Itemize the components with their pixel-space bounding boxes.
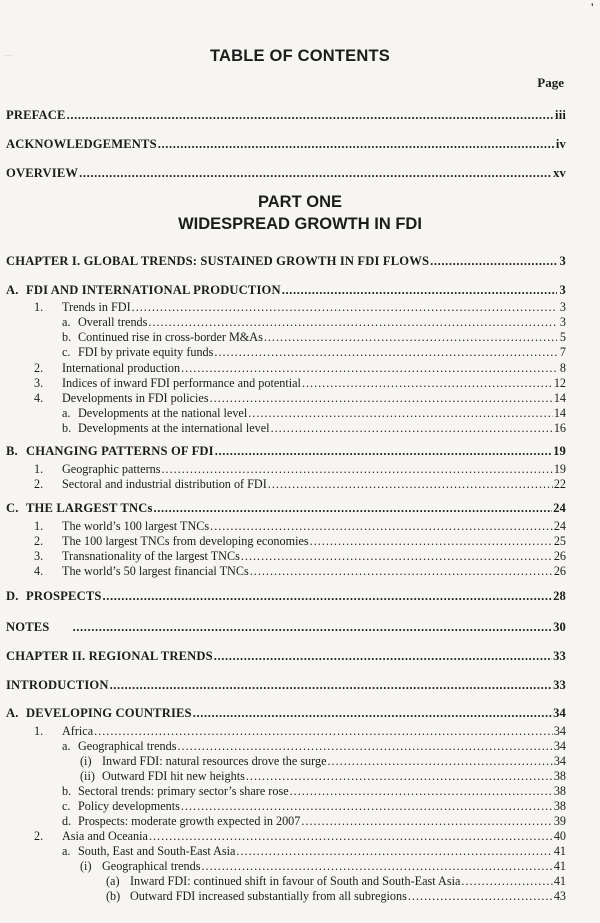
entry-label: Geographical trends bbox=[102, 859, 201, 873]
entry-page: 24 bbox=[553, 519, 566, 533]
entry-label: Inward FDI: natural resources drove the surge bbox=[102, 754, 327, 768]
entry-page: 19 bbox=[553, 444, 566, 458]
entry-label: Geographic patterns bbox=[62, 462, 161, 476]
entry-label: CHAPTER II. REGIONAL TRENDS bbox=[6, 649, 213, 663]
toc-section[interactable] bbox=[6, 283, 566, 297]
entry-number: B. bbox=[6, 444, 18, 458]
entry-label: Continued rise in cross-border M&As bbox=[78, 330, 263, 344]
dot-leader bbox=[177, 739, 552, 753]
entry-number: 1. bbox=[34, 724, 44, 738]
corner-mark: ' bbox=[590, 0, 594, 14]
entry-number: (a) bbox=[106, 874, 120, 888]
entry-number: c. bbox=[62, 345, 71, 359]
dot-leader bbox=[214, 345, 557, 359]
entry-page: 30 bbox=[553, 620, 566, 634]
toc-subsection[interactable] bbox=[34, 564, 566, 578]
entry-page: 3 bbox=[559, 315, 566, 329]
entry-number: a. bbox=[62, 406, 71, 420]
entry-label: The world’s 50 largest financial TNCs bbox=[62, 564, 249, 578]
entry-page: 34 bbox=[553, 754, 566, 768]
entry-number: 2. bbox=[34, 477, 44, 491]
entry-label: International production bbox=[62, 361, 181, 375]
toc-introduction[interactable] bbox=[6, 678, 566, 692]
dot-leader bbox=[110, 678, 553, 692]
entry-label: Outward FDI hit new heights bbox=[102, 769, 245, 783]
entry-label: Developments at the national level bbox=[78, 406, 248, 420]
toc-item[interactable] bbox=[62, 421, 566, 435]
toc-item[interactable] bbox=[62, 784, 566, 798]
dot-leader bbox=[215, 444, 552, 458]
dot-leader bbox=[241, 549, 553, 563]
toc-item[interactable] bbox=[62, 406, 566, 420]
dot-leader bbox=[193, 706, 552, 720]
dot-leader bbox=[154, 501, 553, 515]
entry-label: Geographical trends bbox=[78, 739, 177, 753]
entry-page: 28 bbox=[553, 589, 566, 603]
entry-number: (b) bbox=[106, 889, 121, 903]
dot-leader bbox=[302, 376, 553, 390]
entry-label: Policy developments bbox=[78, 799, 180, 813]
entry-page: iv bbox=[555, 137, 566, 151]
toc-section[interactable] bbox=[6, 444, 566, 458]
dot-leader bbox=[67, 108, 554, 122]
entry-label: FDI AND INTERNATIONAL PRODUCTION bbox=[26, 283, 281, 297]
entry-label: Sectoral trends: primary sector’s share rose bbox=[78, 784, 289, 798]
dot-leader bbox=[271, 421, 553, 435]
entry-number: A. bbox=[6, 283, 19, 297]
entry-label: PREFACE bbox=[6, 108, 66, 122]
dot-leader bbox=[210, 391, 553, 405]
dot-leader bbox=[158, 137, 555, 151]
entry-page: 34 bbox=[553, 724, 566, 738]
toc-item[interactable] bbox=[62, 814, 566, 828]
entry-page: 25 bbox=[553, 534, 566, 548]
entry-page: 38 bbox=[553, 784, 566, 798]
entry-label: Asia and Oceania bbox=[62, 829, 148, 843]
entry-label: THE LARGEST TNCs bbox=[26, 501, 153, 515]
entry-page: 26 bbox=[553, 564, 566, 578]
entry-number: 3. bbox=[34, 376, 44, 390]
toc-subsection[interactable] bbox=[34, 477, 566, 491]
entry-page: 3 bbox=[559, 300, 566, 314]
toc-subitem[interactable] bbox=[80, 769, 566, 783]
entry-label: CHAPTER I. GLOBAL TRENDS: SUSTAINED GROWTH IN FDI FLOWS bbox=[6, 254, 430, 268]
entry-label: ACKNOWLEDGEMENTS bbox=[6, 137, 157, 151]
dot-leader bbox=[290, 784, 553, 798]
toc-chapter-2[interactable] bbox=[6, 649, 566, 663]
entry-number: (i) bbox=[80, 754, 92, 768]
entry-label: Indices of inward FDI performance and potential bbox=[62, 376, 301, 390]
dot-leader bbox=[79, 166, 552, 180]
entry-number: (ii) bbox=[80, 769, 95, 783]
dot-leader bbox=[181, 799, 553, 813]
entry-number: b. bbox=[62, 784, 72, 798]
entry-number: 4. bbox=[34, 564, 44, 578]
toc-subitem[interactable] bbox=[80, 754, 566, 768]
entry-page: 33 bbox=[553, 649, 566, 663]
toc-item[interactable] bbox=[62, 799, 566, 813]
entry-label: Prospects: moderate growth expected in 2007 bbox=[78, 814, 301, 828]
entry-page: 34 bbox=[553, 706, 566, 720]
dot-leader bbox=[149, 829, 553, 843]
entry-number: d. bbox=[62, 814, 72, 828]
toc-subitem[interactable] bbox=[80, 859, 566, 873]
entry-number: a. bbox=[62, 315, 71, 329]
entry-label: Developments in FDI policies bbox=[62, 391, 209, 405]
entry-page: 19 bbox=[553, 462, 566, 476]
toc-subsection[interactable] bbox=[34, 829, 566, 843]
entry-page: 14 bbox=[553, 406, 566, 420]
toc-subitem[interactable] bbox=[106, 889, 566, 903]
toc-subsection[interactable] bbox=[34, 549, 566, 563]
entry-label: PROSPECTS bbox=[26, 589, 102, 603]
dot-leader bbox=[132, 300, 557, 314]
entry-label: FDI by private equity funds bbox=[78, 345, 214, 359]
dot-leader bbox=[246, 769, 553, 783]
part-title: PART ONE bbox=[257, 193, 343, 211]
entry-number: A. bbox=[6, 706, 19, 720]
entry-page: xv bbox=[553, 166, 566, 180]
entry-page: 8 bbox=[559, 361, 566, 375]
dot-leader bbox=[94, 724, 553, 738]
toc-subitem[interactable] bbox=[106, 874, 566, 888]
entry-label: DEVELOPING COUNTRIES bbox=[26, 706, 192, 720]
toc-item[interactable] bbox=[62, 739, 566, 753]
entry-number: a. bbox=[62, 844, 71, 858]
entry-number: 2. bbox=[34, 829, 44, 843]
entry-page: 26 bbox=[553, 549, 566, 563]
dot-leader bbox=[250, 564, 553, 578]
dot-leader bbox=[268, 477, 553, 491]
entry-label: Developments at the international level bbox=[78, 421, 270, 435]
entry-page: 40 bbox=[553, 829, 566, 843]
entry-label: Sectoral and industrial distribution of FDI bbox=[62, 477, 267, 491]
toc-subsection[interactable] bbox=[34, 519, 566, 533]
toc-entry-overview[interactable] bbox=[6, 166, 566, 180]
dot-leader bbox=[310, 534, 553, 548]
toc-subsection[interactable] bbox=[34, 376, 566, 390]
entry-page: 16 bbox=[553, 421, 566, 435]
toc-subsection[interactable] bbox=[34, 534, 566, 548]
entry-label: The world’s 100 largest TNCs bbox=[62, 519, 210, 533]
dot-leader bbox=[103, 589, 553, 603]
toc-subsection[interactable] bbox=[34, 300, 566, 314]
entry-label: OVERVIEW bbox=[6, 166, 79, 180]
toc-subsection[interactable] bbox=[34, 391, 566, 405]
entry-label: INTRODUCTION bbox=[6, 678, 109, 692]
entry-page: 43 bbox=[553, 889, 566, 903]
dot-leader bbox=[148, 315, 557, 329]
entry-page: 12 bbox=[553, 376, 566, 390]
toc-subsection[interactable] bbox=[34, 462, 566, 476]
entry-page: 39 bbox=[553, 814, 566, 828]
dot-leader bbox=[210, 519, 553, 533]
entry-page: iii bbox=[555, 108, 566, 122]
entry-page: 22 bbox=[553, 477, 566, 491]
dot-leader bbox=[301, 814, 552, 828]
toc-section[interactable] bbox=[6, 706, 566, 720]
entry-number: 2. bbox=[34, 361, 44, 375]
entry-number: 1. bbox=[34, 300, 44, 314]
dot-leader bbox=[461, 874, 552, 888]
dot-leader bbox=[264, 330, 557, 344]
entry-label: Outward FDI increased substantially from all subregions bbox=[130, 889, 407, 903]
entry-page: 41 bbox=[553, 859, 566, 873]
toc-chapter-1[interactable] bbox=[6, 254, 566, 268]
dot-leader bbox=[282, 283, 557, 297]
entry-page: 3 bbox=[559, 254, 566, 268]
dot-leader bbox=[236, 844, 552, 858]
entry-page: 14 bbox=[553, 391, 566, 405]
entry-number: b. bbox=[62, 421, 72, 435]
dot-leader bbox=[430, 254, 557, 268]
dot-leader bbox=[181, 361, 557, 375]
entry-label: NOTES bbox=[6, 620, 50, 634]
entry-number: 2. bbox=[34, 534, 44, 548]
entry-label: Inward FDI: continued shift in favour of South and South-East Asia bbox=[130, 874, 461, 888]
entry-label: Overall trends bbox=[78, 315, 148, 329]
entry-page: 38 bbox=[553, 769, 566, 783]
entry-number: 3. bbox=[34, 549, 44, 563]
toc-item[interactable] bbox=[62, 844, 566, 858]
toc-section[interactable] bbox=[6, 501, 566, 515]
entry-label: Transnationality of the largest TNCs bbox=[62, 549, 240, 563]
entry-page: 24 bbox=[553, 501, 566, 515]
toc-entry-acknowledgements[interactable] bbox=[6, 137, 566, 151]
entry-page: 41 bbox=[553, 844, 566, 858]
entry-label: South, East and South-East Asia bbox=[78, 844, 236, 858]
entry-label: CHANGING PATTERNS OF FDI bbox=[26, 444, 214, 458]
entry-label: Trends in FDI bbox=[62, 300, 131, 314]
toc-subsection[interactable] bbox=[34, 361, 566, 375]
toc-section[interactable] bbox=[6, 589, 566, 603]
entry-number: a. bbox=[62, 739, 71, 753]
toc-entry-preface[interactable] bbox=[6, 108, 566, 122]
entry-page: 34 bbox=[553, 739, 566, 753]
entry-label: The 100 largest TNCs from developing economies bbox=[62, 534, 309, 548]
entry-page: 38 bbox=[553, 799, 566, 813]
entry-number: C. bbox=[6, 501, 19, 515]
entry-number: 1. bbox=[34, 462, 44, 476]
entry-page: 41 bbox=[553, 874, 566, 888]
toc-item[interactable] bbox=[62, 315, 566, 329]
entry-page: 5 bbox=[559, 330, 566, 344]
entry-number: 1. bbox=[34, 519, 44, 533]
dot-leader bbox=[328, 754, 553, 768]
dot-leader bbox=[201, 859, 552, 873]
entry-number: (i) bbox=[80, 859, 92, 873]
dot-leader bbox=[214, 649, 552, 663]
dot-leader bbox=[248, 406, 553, 420]
bleed-through-mark: — bbox=[4, 50, 13, 60]
toc-item[interactable] bbox=[62, 330, 566, 344]
page-title: TABLE OF CONTENTS bbox=[209, 47, 390, 65]
entry-page: 3 bbox=[559, 283, 566, 297]
page-column-label: Page bbox=[537, 75, 564, 90]
entry-number: b. bbox=[62, 330, 72, 344]
toc-notes[interactable] bbox=[6, 620, 566, 634]
entry-number: c. bbox=[62, 799, 71, 813]
entry-page: 7 bbox=[559, 345, 566, 359]
part-subtitle: WIDESPREAD GROWTH IN FDI bbox=[178, 215, 422, 233]
dot-leader bbox=[408, 889, 553, 903]
dot-leader bbox=[72, 620, 552, 634]
entry-number: D. bbox=[6, 589, 19, 603]
toc-subsection[interactable] bbox=[34, 724, 566, 738]
entry-label: Africa bbox=[62, 724, 94, 738]
entry-page: 33 bbox=[553, 678, 566, 692]
toc-item[interactable] bbox=[62, 345, 566, 359]
dot-leader bbox=[161, 462, 552, 476]
entry-number: 4. bbox=[34, 391, 44, 405]
